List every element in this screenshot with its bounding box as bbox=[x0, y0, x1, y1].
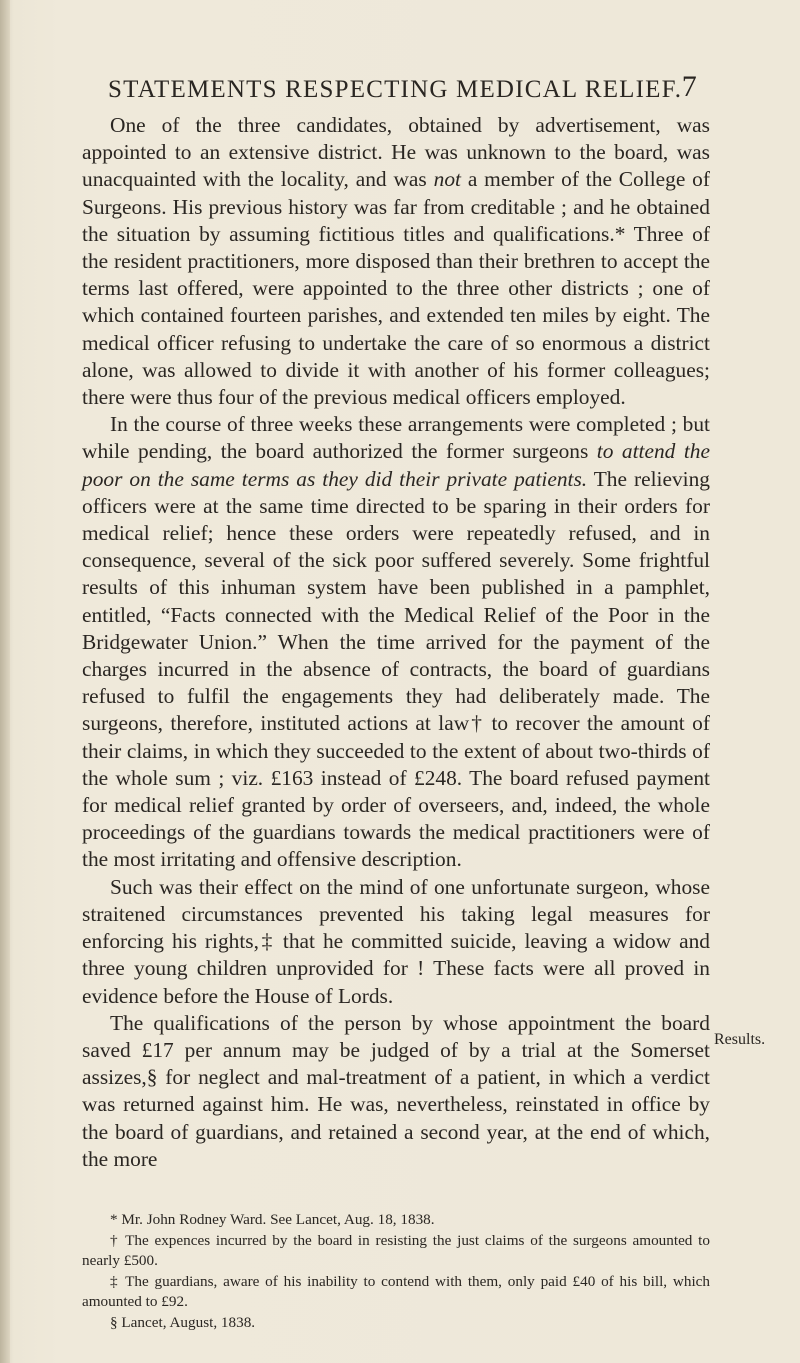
footnote bbox=[82, 1272, 710, 1313]
running-header bbox=[108, 70, 698, 104]
footnote bbox=[82, 1231, 710, 1272]
footnote bbox=[82, 1313, 710, 1334]
text-run: ‡ The guardians, aware of his inability to contend with them, only paid £40 of his bill, which amounted to £92. bbox=[82, 1272, 710, 1310]
italic-text: not bbox=[433, 167, 461, 192]
footnotes bbox=[82, 1210, 710, 1333]
page-number: 7 bbox=[681, 70, 698, 103]
text-run: § Lancet, August, 1838. bbox=[110, 1313, 256, 1331]
text-run: † The expences incurred by the board in resisting the just claims of the surgeons amounted to nearly £500. bbox=[82, 1231, 710, 1269]
text-run: Such was their effect on the mind of one unfortunate surgeon, whose straitened circumstances prevented his taking legal measures for enforcing his rights,‡ that he committed suicide, leaving a widow and three young children unprovided for ! These facts were all proved in evidence before the House of Lords. bbox=[82, 874, 710, 1008]
margin-note: Results. bbox=[714, 1031, 766, 1048]
text-run: The relieving officers were at the same time directed to be sparing in their orders for medical relief; hence these orders were repeatedly refused, and in consequence, several of the sick poor suffered severely. Some frightful results of this inhuman system have been published in a pamphlet, entitled, “Facts connected with the Medical Relief of the Poor in the Bridgewater Union.” When the time arrived for the payment of the charges incurred in the absence of contracts, the board of guardians refused to fulfil the engagements they had deliberately made. The surgeons, therefore, instituted actions at law† to recover the amount of their claims, in which they succeeded to the extent of about two-thirds of the whole sum ; viz. £163 instead of £248. The board refused payment for medical relief granted by order of overseers, and, indeed, the whole proceedings of the guardians towards the medical practitioners were of the most irritating and offensive description. bbox=[82, 466, 710, 872]
text-run: One of the three candidates, obtained by advertisement, was appointed to an extensive district. He was unknown to the board, was unacquainted with the locality, and was bbox=[82, 113, 710, 192]
paragraph bbox=[82, 874, 710, 1010]
running-title: STATEMENTS RESPECTING MEDICAL RELIEF. bbox=[108, 76, 683, 103]
paragraph bbox=[82, 411, 710, 873]
text-run: The qualifications of the person by whose appointment the board saved £17 per annum may be judged of by a trial at the Somerset assizes,§ for neglect and mal-treatment of a patient, in which a verdict was returned against him. He was, nevertheless, reinstated in office by the board of guardians, and retained a second year, at the end of which, the more bbox=[82, 1010, 710, 1171]
text-run: * Mr. John Rodney Ward. See Lancet, Aug. 18, 1838. bbox=[110, 1211, 435, 1228]
paragraph bbox=[82, 112, 710, 411]
footnote bbox=[82, 1210, 710, 1231]
italic-text: to attend the poor on the same terms as they did their private patients. bbox=[82, 439, 710, 491]
page-binding-shadow bbox=[0, 0, 10, 1363]
paragraph bbox=[82, 1010, 710, 1173]
text-run: In the course of three weeks these arrangements were completed ; but while pending, the board authorized the former surgeons bbox=[82, 412, 710, 464]
text-run: a member of the College of Surgeons. His previous history was far from creditable ; and he obtained the situation by assuming fictitious titles and qualifications.* Three of the resident practitioners, more disposed than their brethren to accept the terms last offered, were appointed to the three other districts ; one of which contained fourteen parishes, and extended ten miles by eight. The medical officer refusing to undertake the care of so enormous a district alone, was allowed to divide it with another of his former colleagues; there were thus four of the previous medical officers employed. bbox=[82, 167, 711, 410]
body-text bbox=[82, 112, 710, 1173]
